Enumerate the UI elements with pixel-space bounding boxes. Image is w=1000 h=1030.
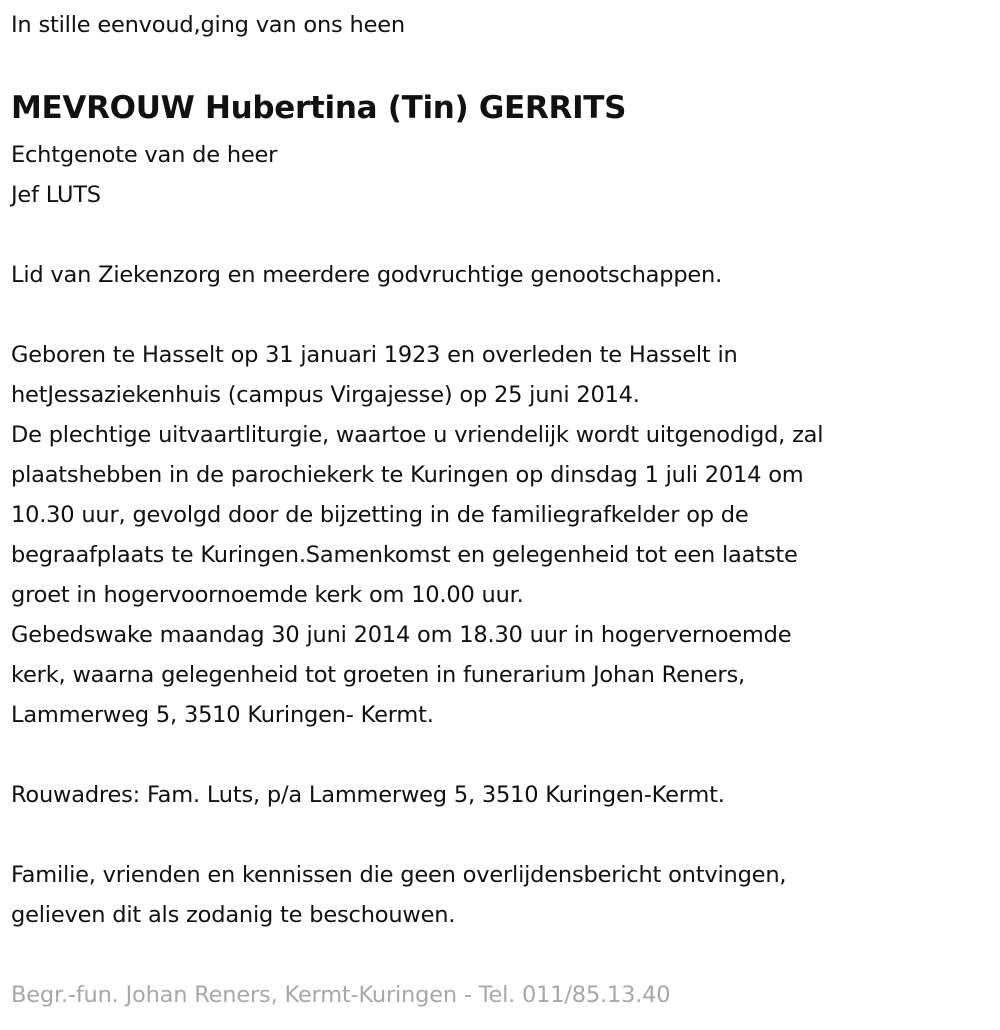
spouse-line: Echtgenote van de heer <box>11 142 278 168</box>
spouse-name: Jef LUTS <box>11 182 101 208</box>
body-line: De plechtige uitvaartliturgie, waartoe u vriendelijk wordt uitgenodigd, zal <box>11 422 824 448</box>
body-line: groet in hogervoornoemde kerk om 10.00 uur. <box>11 582 524 608</box>
body-line: Lammerweg 5, 3510 Kuringen- Kermt. <box>11 702 434 728</box>
mourning-address: Rouwadres: Fam. Luts, p/a Lammerweg 5, 3510 Kuringen-Kermt. <box>11 782 725 808</box>
body-line: Geboren te Hasselt op 31 januari 1923 en overleden te Hasselt in <box>11 342 738 368</box>
body-line: Gebedswake maandag 30 juni 2014 om 18.30 uur in hogervernoemde <box>11 622 792 648</box>
deceased-name: MEVROUW Hubertina (Tin) GERRITS <box>11 90 627 126</box>
body-line: begraafplaats te Kuringen.Samenkomst en gelegenheid tot een laatste <box>11 542 798 568</box>
funeral-director-footer: Begr.-fun. Johan Reners, Kermt-Kuringen - Tel. 011/85.13.40 <box>11 982 671 1008</box>
body-line: 10.30 uur, gevolgd door de bijzetting in de familiegrafkelder op de <box>11 502 749 528</box>
notice-line: Familie, vrienden en kennissen die geen overlijdensbericht ontvingen, <box>11 862 787 888</box>
body-line: plaatshebben in de parochiekerk te Kuringen op dinsdag 1 juli 2014 om <box>11 462 804 488</box>
body-line: hetJessaziekenhuis (campus Virgajesse) op 25 juni 2014. <box>11 382 640 408</box>
body-line: kerk, waarna gelegenheid tot groeten in funerarium Johan Reners, <box>11 662 745 688</box>
membership-text: Lid van Ziekenzorg en meerdere godvruchtige genootschappen. <box>11 262 723 288</box>
intro-text: In stille eenvoud,ging van ons heen <box>11 12 405 38</box>
notice-line: gelieven dit als zodanig te beschouwen. <box>11 902 456 928</box>
